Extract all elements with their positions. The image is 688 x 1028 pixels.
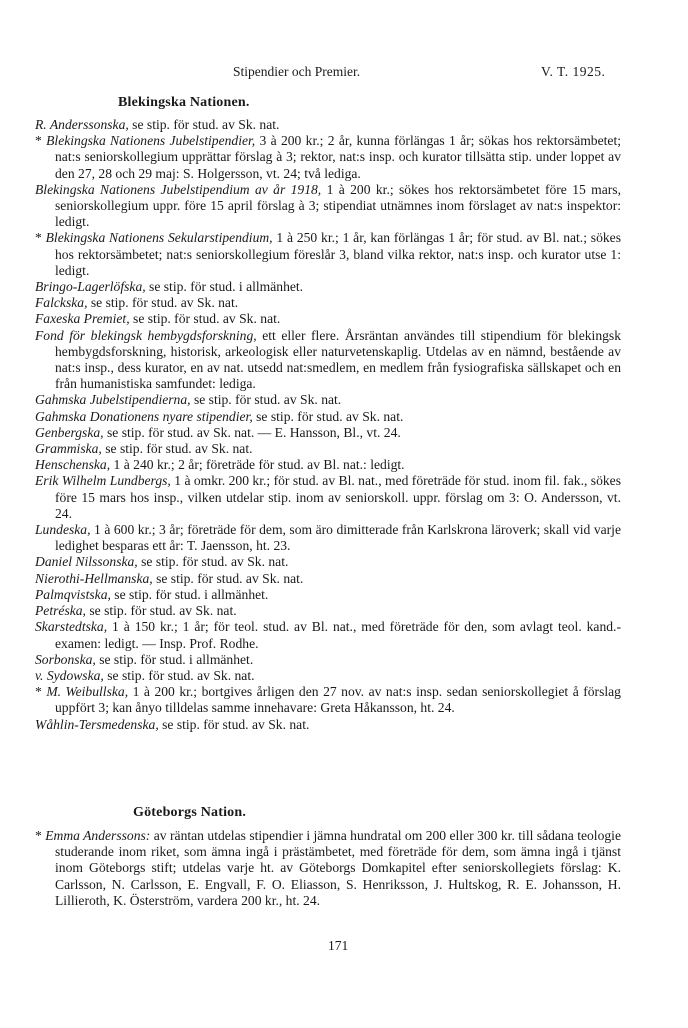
entry-name: Erik Wilhelm Lundbergs, bbox=[35, 473, 171, 489]
entry-name: Emma Anderssons: bbox=[45, 828, 151, 843]
entry-name: Skarstedtska, bbox=[35, 619, 108, 635]
stipend-entry bbox=[35, 328, 621, 393]
entry-name: Blekingska Nationens Jubelstipendium av år 1918, bbox=[35, 181, 322, 197]
stipend-entry bbox=[35, 425, 621, 441]
stipend-entry bbox=[35, 571, 621, 587]
entry-name: Gahmska Jubelstipendierna, bbox=[35, 392, 191, 408]
entry-text: 1 à 250 kr.; 1 år, kan förlängas 1 år; för stud. av Bl. nat.; sökes hos rektorsämbetet; nat:s seniorskollegium föreslår 3, bland vilka rektor, nat:s insp. och kurator utse 1: ledigt. bbox=[55, 230, 621, 278]
stipend-entry bbox=[35, 668, 621, 684]
entry-text: se stip. för stud. av Sk. nat. bbox=[85, 603, 237, 619]
stipend-entry bbox=[35, 311, 621, 327]
entry-name: Daniel Nilssonska, bbox=[35, 554, 138, 570]
entry-text: se stip. för stud. av Sk. nat. bbox=[152, 570, 304, 586]
entry-name: Gahmska Donationens nyare stipendier, bbox=[35, 408, 253, 424]
entry-marker: * bbox=[35, 684, 47, 700]
entry-text: se stip. för stud. av Sk. nat. bbox=[190, 392, 342, 408]
entry-name: Genbergska, bbox=[35, 424, 104, 440]
entry-text: 1 à omkr. 200 kr.; för stud. av Bl. nat., med företräde för stud. inom fil. fak., sökes före 15 mars hos insp., vilken utdelar stip. inom av seniorskoll. uppr. förslag om 3: O. Andersson, vt. 24. bbox=[55, 473, 621, 521]
stipend-entry bbox=[35, 279, 621, 295]
entry-text: se stip. för stud. av Sk. nat. bbox=[158, 716, 310, 732]
entry-text: 1 à 600 kr.; 3 år; företräde för dem, som äro dimitterade från Karlskrona läroverk; skall vid varje ledighet besparas ett år: T. Jaensson, ht. 23. bbox=[55, 522, 621, 554]
section-title-blekingska: Blekingska Nationen. bbox=[118, 95, 250, 110]
entry-marker: * bbox=[35, 828, 46, 843]
entry-name: Blekingska Nationens Jubelstipendier, bbox=[46, 133, 256, 149]
entry-name: Petréska, bbox=[35, 603, 86, 619]
entry-name: Sorbonska, bbox=[35, 651, 96, 667]
entry-list-blekingska bbox=[35, 117, 621, 733]
entry-list-goteborgs bbox=[35, 828, 621, 909]
entry-name: Nierothi-Hellmanska, bbox=[35, 570, 153, 586]
entry-text: se stip. för stud. av Sk. nat. bbox=[101, 441, 253, 457]
stipend-entry bbox=[35, 587, 621, 603]
entry-name: R. Anderssonska, bbox=[35, 117, 129, 132]
entry-name: Henschenska, bbox=[35, 457, 111, 473]
entry-text: 3 à 200 kr.; 2 år, kunna förlängas 1 år; sökas hos rektorsämbetet; nat:s seniorskollegium upprättar förslag à 3; rektor, nat:s insp. och kurator tillsätta stip. under loppet av den 27, 28 och 29 maj: S. Holgersson, vt. 24; två lediga. bbox=[55, 133, 621, 181]
section-title-goteborgs: Göteborgs Nation. bbox=[133, 805, 247, 820]
stipend-entry bbox=[35, 182, 621, 231]
entry-text: av räntan utdelas stipendier i jämna hundratal om 200 eller 300 kr. till sådana teologie studerande inom riket, som ämna ingå i prästämbetet, med företräde för dem, som ämna ingå i tjänst inom Göteborgs stift; utdelas varje ht. av Göteborgs Domkapitel efter seniorskollegiets förslag: K. Carlsson, N. Carlsson, E. Engvall, F. O. Eliasson, S. Henriksson, J. Hultskog, R. E. Johansson, H. Lillieroth, K. Österström, vardera 200 kr., ht. 24. bbox=[55, 828, 621, 908]
running-header-title: Stipendier och Premier. bbox=[233, 64, 361, 79]
stipend-entry bbox=[35, 295, 621, 311]
entry-name: Fond för blekingsk hembygdsforskning, bbox=[35, 327, 257, 343]
entry-text: 1 à 240 kr.; 2 år; företräde för stud. av Bl. nat.: ledigt. bbox=[110, 457, 405, 473]
stipend-entry bbox=[35, 522, 621, 554]
entry-text: se stip. för stud. av Sk. nat. bbox=[129, 311, 281, 327]
stipend-entry bbox=[35, 473, 621, 522]
entry-text: se stip. för stud. av Sk. nat. bbox=[137, 554, 289, 570]
entry-text: 1 à 200 kr.; bortgives årligen den 27 nov. av nat:s insp. sedan seniorskollegiet å förslag uppfört 3; kan ånyo tilldelas samme innehavare: Greta Håkansson, ht. 24. bbox=[55, 684, 621, 716]
entry-name: M. Weibullska, bbox=[46, 684, 129, 700]
stipend-entry bbox=[35, 117, 621, 133]
stipend-entry bbox=[35, 717, 621, 733]
entry-text: se stip. för stud. av Sk. nat. — E. Hansson, Bl., vt. 24. bbox=[103, 424, 401, 440]
entry-name: Grammiska, bbox=[35, 441, 102, 457]
entry-name: Bringo-Lagerlöfska, bbox=[35, 279, 146, 295]
stipend-entry bbox=[35, 652, 621, 668]
entry-text: 1 à 200 kr.; sökes hos rektorsämbetet före 15 mars, seniorskollegium uppr. före 15 april förslag à 3; stipendiat utnämnes inom förslaget av nat:s inspektor: ledigt. bbox=[55, 181, 621, 230]
stipend-entry bbox=[35, 603, 621, 619]
entry-marker: * bbox=[35, 230, 46, 246]
stipend-entry bbox=[35, 457, 621, 473]
entry-text: se stip. för stud. av Sk. nat. bbox=[128, 117, 280, 132]
stipend-entry bbox=[35, 828, 621, 909]
entry-name: v. Sydowska, bbox=[35, 667, 104, 683]
entry-name: Lundeska, bbox=[35, 522, 91, 538]
entry-name: Wåhlin-Tersmedenska, bbox=[35, 716, 159, 732]
entry-name: Falckska, bbox=[35, 295, 88, 311]
entry-text: 1 à 150 kr.; 1 år; för teol. stud. av Bl. nat., med företräde för den, som avlagt teol. kand.-examen: ledigt. — Insp. Prof. Rodhe. bbox=[55, 619, 621, 651]
entry-marker: * bbox=[35, 133, 47, 149]
stipend-entry bbox=[35, 684, 621, 716]
entry-text: se stip. för stud. av Sk. nat. bbox=[87, 295, 239, 311]
page-number: 171 bbox=[328, 938, 349, 953]
entry-text: ett eller flere. Årsräntan användes till stipendium för blekingsk hembygdsforskning, historisk, arkeologisk eller naturvetenskaplig. Utdelas av en nämnd, bestående av nat:s insp., dess kurator, en av nat. utsedd nat:smedlem, en medlem från fysiografiska sällskapet och en från humanistiska samfundet: lediga. bbox=[55, 327, 621, 392]
running-header-volume: V. T. 1925. bbox=[541, 64, 606, 79]
stipend-entry bbox=[35, 230, 621, 279]
entry-text: se stip. för stud. av Sk. nat. bbox=[103, 667, 255, 683]
entry-text: se stip. för stud. i allmänhet. bbox=[110, 586, 269, 602]
entry-name: Palmqvistska, bbox=[35, 586, 111, 602]
stipend-entry bbox=[35, 441, 621, 457]
entry-text: se stip. för stud. av Sk. nat. bbox=[252, 408, 404, 424]
entry-name: Faxeska Premiet, bbox=[35, 311, 130, 327]
entry-text: se stip. för stud. i allmänhet. bbox=[95, 651, 254, 667]
stipend-entry bbox=[35, 619, 621, 651]
stipend-entry bbox=[35, 133, 621, 182]
entry-name: Blekingska Nationens Sekularstipendium, bbox=[45, 230, 273, 246]
stipend-entry bbox=[35, 392, 621, 408]
stipend-entry bbox=[35, 409, 621, 425]
entry-text: se stip. för stud. i allmänhet. bbox=[145, 279, 304, 295]
stipend-entry bbox=[35, 554, 621, 570]
